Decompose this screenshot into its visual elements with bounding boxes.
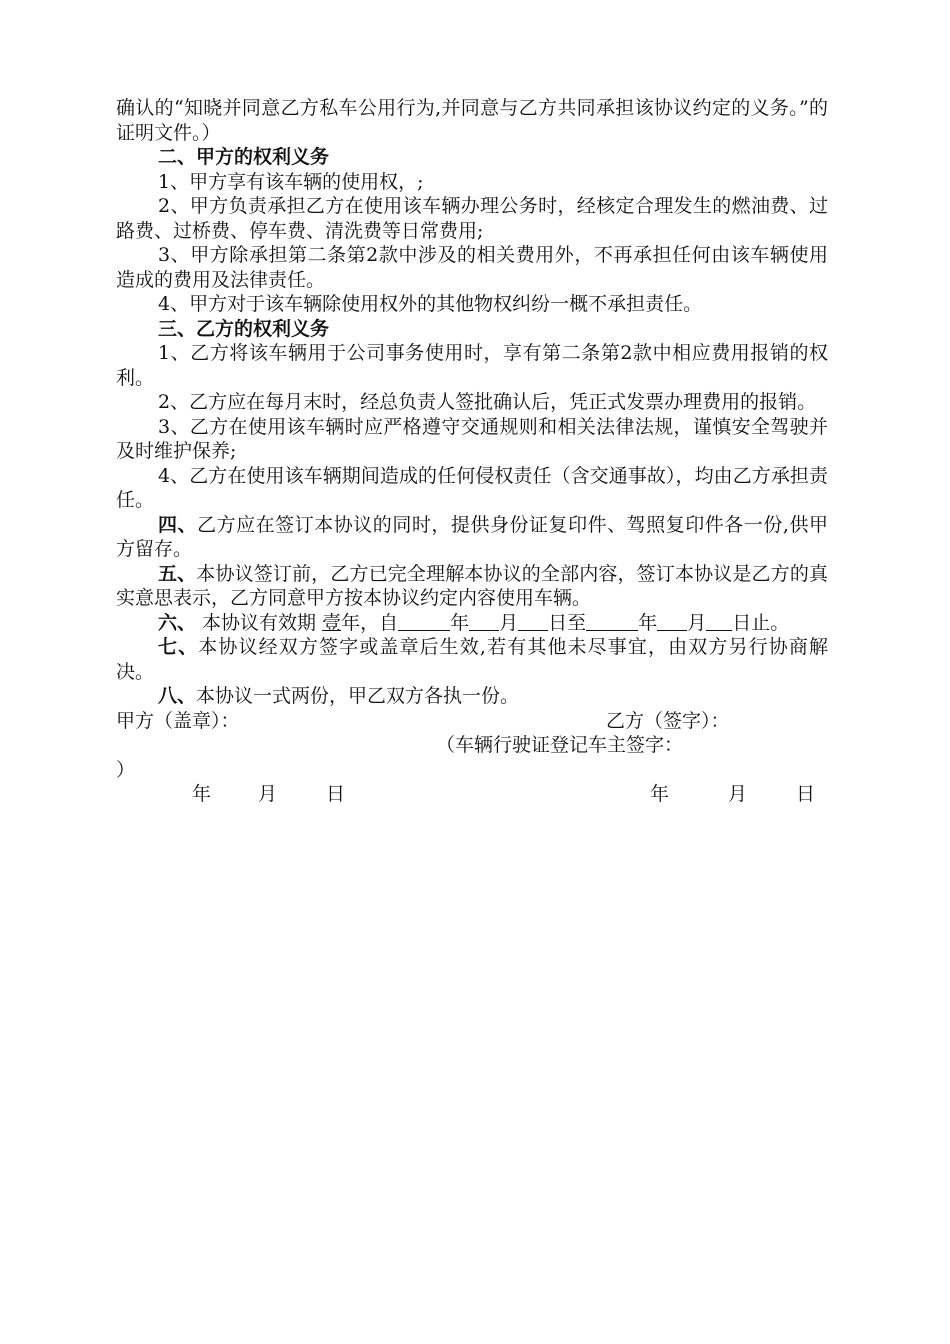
section6-text-3: 月 — [499, 611, 519, 634]
section5-text: 本协议签订前，乙方已完全理解本协议的全部内容，签订本协议是乙方的真实意思表示，乙方同意甲方按本协议约定内容使用车辆。 — [116, 562, 828, 609]
end-day-blank[interactable] — [706, 612, 732, 631]
section6-label: 六、 — [158, 611, 197, 634]
party-b-year: 年 — [650, 783, 670, 805]
section8-label: 八、 — [158, 685, 197, 707]
section2-item-1: 1、甲方享有该车辆的使用权，; — [158, 170, 424, 193]
section2-item-2: 2、甲方负责承担乙方在使用该车辆办理公务时，经核定合理发生的燃油费、过路费、过桥费、停车费、清洗费等日常费用; — [116, 195, 828, 242]
section2-item-4: 4、甲方对于该车辆除使用权外的其他物权纠纷一概不承担责任。 — [158, 293, 703, 315]
section2-item-3: 3、甲方除承担第二条第2款中涉及的相关费用外，不再承担任何由该车辆使用造成的费用及法律责任。 — [116, 244, 828, 291]
end-month-blank[interactable] — [657, 612, 687, 631]
section7-paragraph — [116, 635, 828, 684]
party-b-day: 日 — [796, 783, 816, 805]
section7-label: 七、 — [158, 636, 199, 658]
section5-paragraph — [116, 562, 828, 611]
section3-title: 三、乙方的权利义务 — [158, 317, 330, 340]
section2-title: 二、甲方的权利义务 — [158, 146, 330, 168]
owner-note: （车辆行驶证登记车主签字： — [436, 734, 684, 756]
start-day-blank[interactable] — [518, 612, 548, 631]
close-paren-row — [116, 758, 828, 783]
section3-item-3: 3、乙方在使用该车辆时应严格遵守交通规则和相关法律法规，谨慎安全驾驶并及时维护保养; — [116, 415, 828, 462]
section5-label: 五、 — [158, 562, 197, 585]
owner-note-close: ） — [116, 758, 136, 781]
section7-text: 本协议经双方签字或盖章后生效,若有其他未尽事宜，由双方另行协商解决。 — [116, 636, 828, 683]
owner-note-row — [116, 733, 828, 758]
signature-parties-row — [116, 709, 828, 734]
section6-text-1: 年，自 — [341, 611, 399, 634]
party-b-month: 月 — [728, 783, 748, 805]
end-year-blank[interactable] — [586, 612, 638, 631]
section6-text-7: 日止。 — [732, 611, 790, 634]
party-a-month: 月 — [258, 783, 278, 805]
term-years-value: 壹 — [322, 611, 342, 634]
section3-item-2: 2、乙方应在每月末时，经总负责人签批确认后，凭正式发票办理费用的报销。 — [158, 391, 817, 413]
section6-text-5: 年 — [638, 611, 658, 634]
section6-text-2: 年 — [450, 611, 470, 634]
section6-paragraph — [116, 611, 828, 636]
section4-label: 四、 — [158, 513, 198, 536]
party-a-label: 甲方（盖章）： — [116, 709, 240, 732]
section4-text: 乙方应在签订本协议的同时，提供身份证复印件、驾照复印件各一份,供甲方留存。 — [116, 513, 828, 560]
section8-paragraph — [116, 684, 828, 709]
section3-item-4: 4、乙方在使用该车辆期间造成的任何侵权责任（含交通事故），均由乙方承担责任。 — [116, 464, 828, 511]
section3-item-1: 1、乙方将该车辆用于公司事务使用时，享有第二条第2款中相应费用报销的权利。 — [116, 342, 828, 389]
section4-paragraph — [116, 513, 828, 562]
signature-date-row — [116, 782, 828, 808]
start-year-blank[interactable] — [398, 612, 450, 631]
intro-paragraph: 确认的“知晓并同意乙方私车公用行为,并同意与乙方共同承担该协议约定的义务。”的证明文件。） — [116, 97, 828, 144]
section6-pre: 本协议有效期 — [196, 611, 323, 634]
section6-text-4: 日至 — [548, 611, 587, 634]
party-a-year: 年 — [192, 783, 212, 805]
party-a-day: 日 — [326, 783, 346, 805]
document-body — [116, 96, 828, 808]
start-month-blank[interactable] — [469, 612, 499, 631]
section6-text-6: 月 — [687, 611, 707, 634]
party-b-label: 乙方（签字）： — [606, 709, 730, 732]
section8-text: 本协议一式两份，甲乙双方各执一份。 — [196, 685, 520, 707]
